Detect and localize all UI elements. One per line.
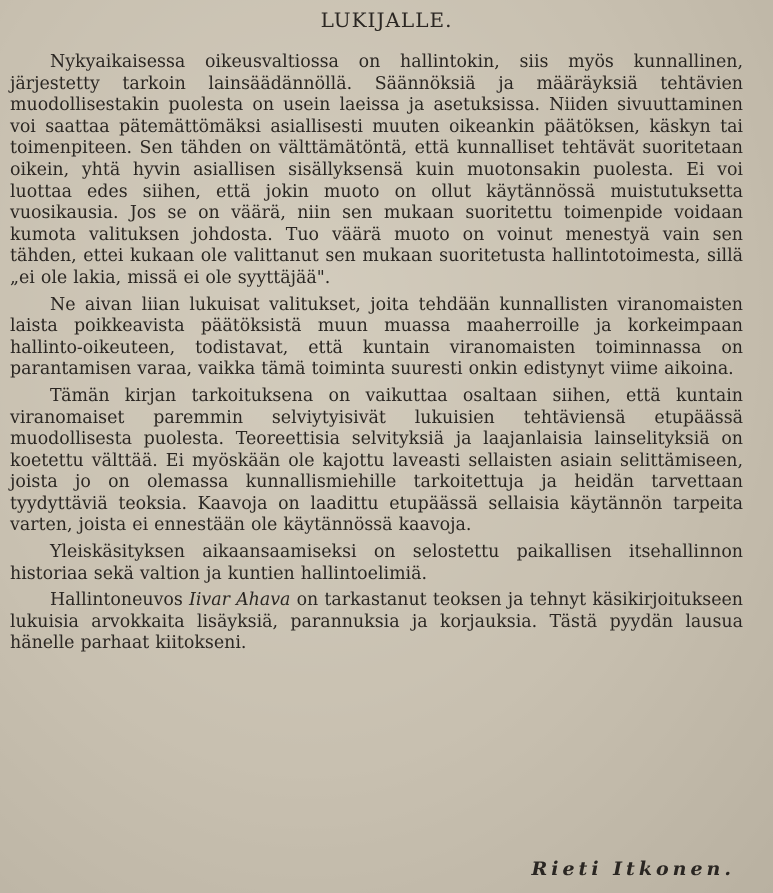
paragraph-1: Nykyaikaisessa oikeusvaltiossa on hallintokin, siis myös kunnallinen, järjestetty tarkoin lainsäädännöllä. Säännöksiä ja määräyksiä tehtävien muodollisestakin puolesta on usein laeissa ja asetuksissa. Niiden sivuuttaminen voi saattaa pätemättömäksi asiallisesti muuten oikeankin päätöksen, käskyn tai toimenpiteen. Sen tähden on välttämätöntä, että kunnalliset tehtävät suoritetaan oikein, yhtä hyvin asiallisen sisällyksensä kuin muotonsakin puolesta. Ei voi luottaa edes siihen, että jokin muoto on ollut käytännössä muistutuksetta vuosikausia. Jos se on väärä, niin sen mukaan suoritettu toimenpide voidaan kumota valituksen johdosta. Tuo väärä muoto on voinut menestyä vain sen tähden, ettei kukaan ole valittanut sen mukaan suoritetusta hallintotoimesta, sillä „ei ole lakia, missä ei ole syyttäjää". <box>10 52 743 288</box>
editor-name: Iivar Ahava <box>188 590 291 611</box>
paragraph-4: Yleiskäsityksen aikaansaamiseksi on selostettu paikallisen itsehallinnon historiaa sekä valtion ja kuntien hallintoelimiä. <box>10 542 743 584</box>
page-heading: LUKIJALLE. <box>320 8 453 32</box>
paragraph-5 <box>10 590 743 655</box>
paragraph-2: Ne aivan liian lukuisat valitukset, joita tehdään kunnallisten viranomaisten laista poikkeavista päätöksistä muun muassa maaherroille ja korkeimpaan hallinto-oikeuteen, todistavat, että kuntain viranomaisten toiminnassa on parantamisen varaa, vaikka tämä toiminta suuresti onkin edistynyt viime aikoina. <box>10 294 743 380</box>
paragraph-3: Tämän kirjan tarkoituksena on vaikuttaa osaltaan siihen, että kuntain viranomaiset paremmin selviytyisivät lukuisien tehtäviensä etupäässä muodollisesta puolesta. Teoreettisia selvityksiä ja laajanlaisia lainselityksiä on koetettu välttää. Ei myöskään ole kajottu laveasti sellaisten asiain selittämiseen, joista jo on olemassa kunnallismiehille tarkoitettuja ja heidän tarvettaan tyydyttäviä teoksia. Kaavoja on laadittu etupäässä sellaisia käytännön tarpeita varten, joista ei ennestään ole käytännössä kaavoja. <box>10 385 743 536</box>
paragraph-5-prefix: Hallintoneuvos <box>50 590 189 611</box>
author-signature: Rieti Itkonen. <box>531 858 735 880</box>
paragraph-5-suffix: on tarkastanut teoksen ja tehnyt käsikirjoitukseen lukuisia arvokkaita lisäyksiä, parannuksia ja korjauksia. Tästä pyydän lausua hänelle parhaat kiitokseni. <box>10 590 743 654</box>
